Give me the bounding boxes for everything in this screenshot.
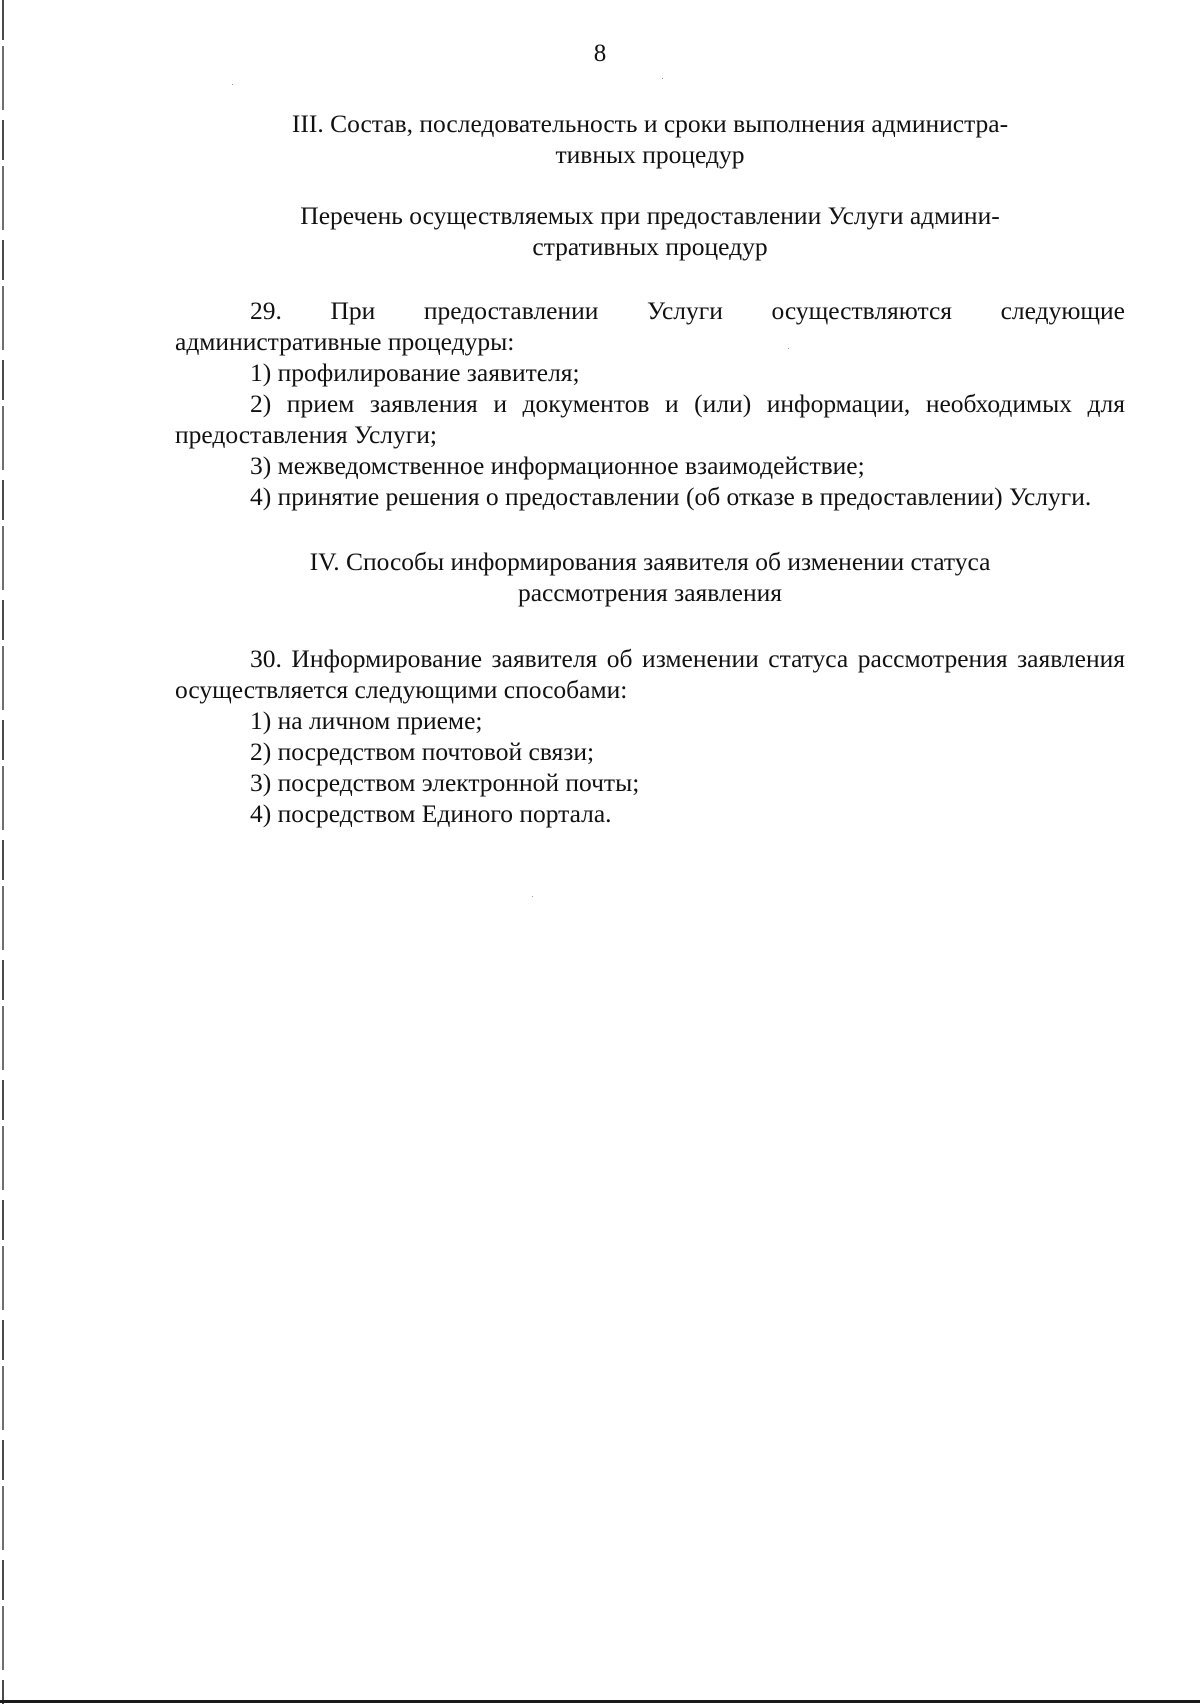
- section-3-subheading: [175, 200, 1125, 262]
- section-3-heading-line-2: тивных процедур: [555, 140, 745, 169]
- scan-speck: [232, 84, 233, 85]
- section-4-heading-line-1: IV. Способы информирования заявителя об изменении статуса: [309, 547, 991, 576]
- scan-edge-bottom: [0, 1700, 1200, 1703]
- list-item: 3) посредством электронной почты;: [250, 768, 640, 797]
- list-item: 2) посредством почтовой связи;: [250, 737, 595, 766]
- paragraph-30: 30. Информирование заявителя об изменении статуса рассмотрения заявления осуществляется следующими способами:: [175, 644, 1125, 704]
- list-item: 4) посредством Единого портала.: [250, 799, 612, 828]
- list-item: 2) прием заявления и документов и (или) информации, необходимых для предоставления Услуги;: [175, 389, 1125, 449]
- page-number: 8: [593, 40, 607, 67]
- scan-speck: [662, 78, 663, 79]
- section-3-heading: [175, 108, 1125, 170]
- section-4-heading: [175, 546, 1125, 608]
- list-item: 3) межведомственное информационное взаимодействие;: [250, 451, 865, 480]
- scan-speck: [532, 896, 533, 897]
- list-item: 4) принятие решения о предоставлении (об отказе в предоставлении) Услуги.: [250, 482, 1092, 511]
- list-item: 1) на личном приеме;: [250, 706, 483, 735]
- section-3-subheading-line-1: Перечень осуществляемых при предоставлении Услуги админи-: [300, 201, 1000, 230]
- section-3-heading-line-1: III. Состав, последовательность и сроки выполнения администра-: [291, 109, 1009, 138]
- list-item: 1) профилирование заявителя;: [250, 358, 580, 387]
- document-body: [175, 108, 1125, 829]
- section-3-subheading-line-2: стративных процедур: [532, 232, 768, 261]
- paragraph-29: 29. При предоставлении Услуги осуществляются следующие административные процедуры:: [175, 296, 1125, 356]
- scan-edge-left: [2, 0, 4, 1704]
- section-4-heading-line-2: рассмотрения заявления: [517, 578, 783, 607]
